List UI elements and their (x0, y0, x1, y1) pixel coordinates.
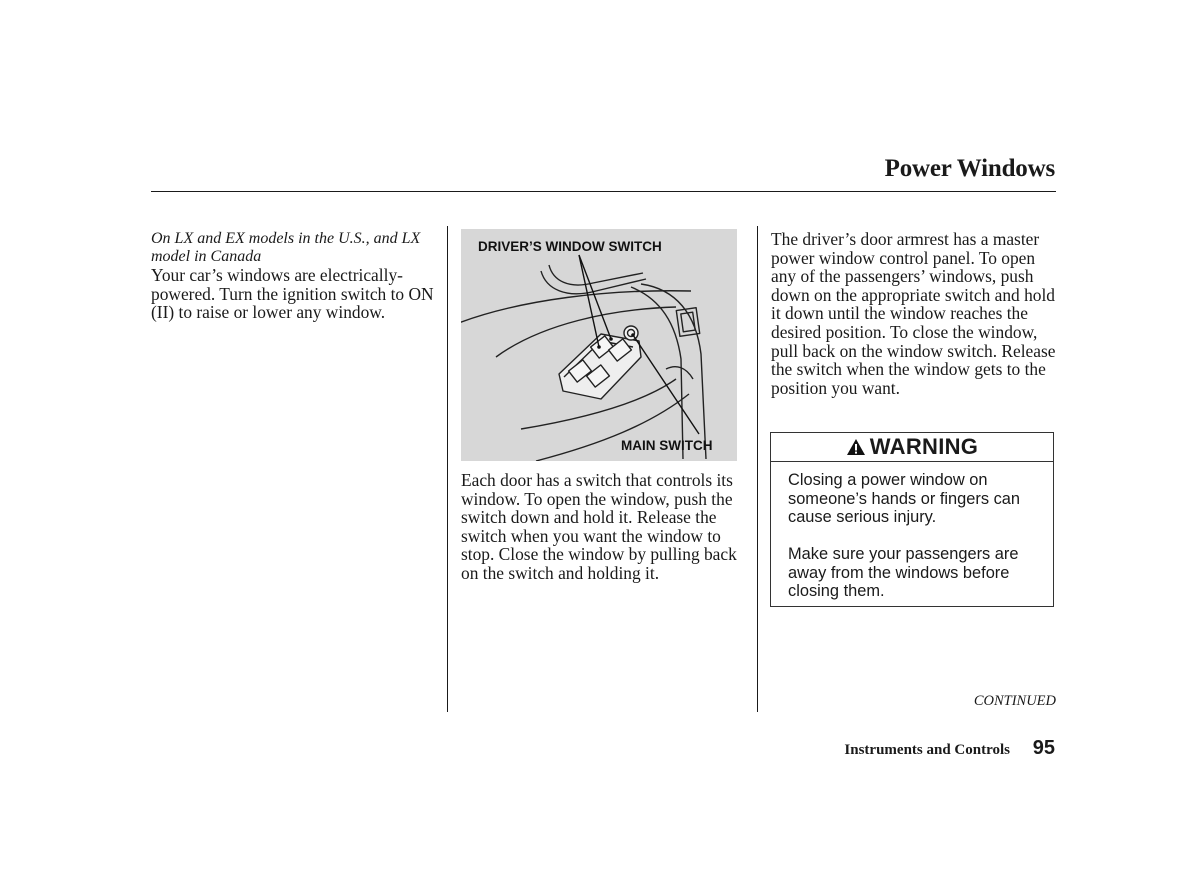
window-switch-illustration (461, 229, 737, 461)
continued-label: CONTINUED (973, 693, 1056, 709)
label-drivers-window-switch: DRIVER’S WINDOW SWITCH (478, 239, 662, 254)
page-title: Power Windows (884, 155, 1055, 182)
left-body-text: Your car’s windows are electrically-powered. Turn the ignition switch to ON (II) to raise or lower any window. (151, 265, 434, 323)
column-divider-left (447, 226, 448, 712)
warning-title: WARNING (869, 434, 979, 459)
page-number: 95 (1032, 737, 1055, 759)
warning-triangle-icon (846, 438, 866, 456)
label-main-switch: MAIN SWITCH (621, 438, 713, 453)
footer-section-name: Instruments and Controls (844, 742, 1010, 758)
warning-paragraph-1: Closing a power window on someone’s hands or fingers can cause serious injury. (788, 471, 1021, 527)
middle-body-text: Each door has a switch that controls its window. To open the window, push the switch down and hold it. Release the switch when you want the window to stop. Close the window by pulling back on the switch and holding it. (461, 470, 737, 583)
warning-paragraph-2: Make sure your passengers are away from the windows before closing them. (788, 545, 1019, 601)
warning-box (770, 432, 1054, 607)
door-armrest-drawing (461, 229, 737, 461)
column-divider-right (757, 226, 758, 712)
model-note: On LX and EX models in the U.S., and LX model in Canada (151, 230, 421, 265)
title-rule (151, 191, 1056, 192)
right-body-text: The driver’s door armrest has a master power window control panel. To open any of the passengers’ windows, push down on the appropriate switch and hold it down until the window reaches the desired position. To close the window, pull back on the window switch. Release the switch when the window gets to the position you want. (771, 229, 1056, 398)
warning-header (771, 433, 1053, 462)
